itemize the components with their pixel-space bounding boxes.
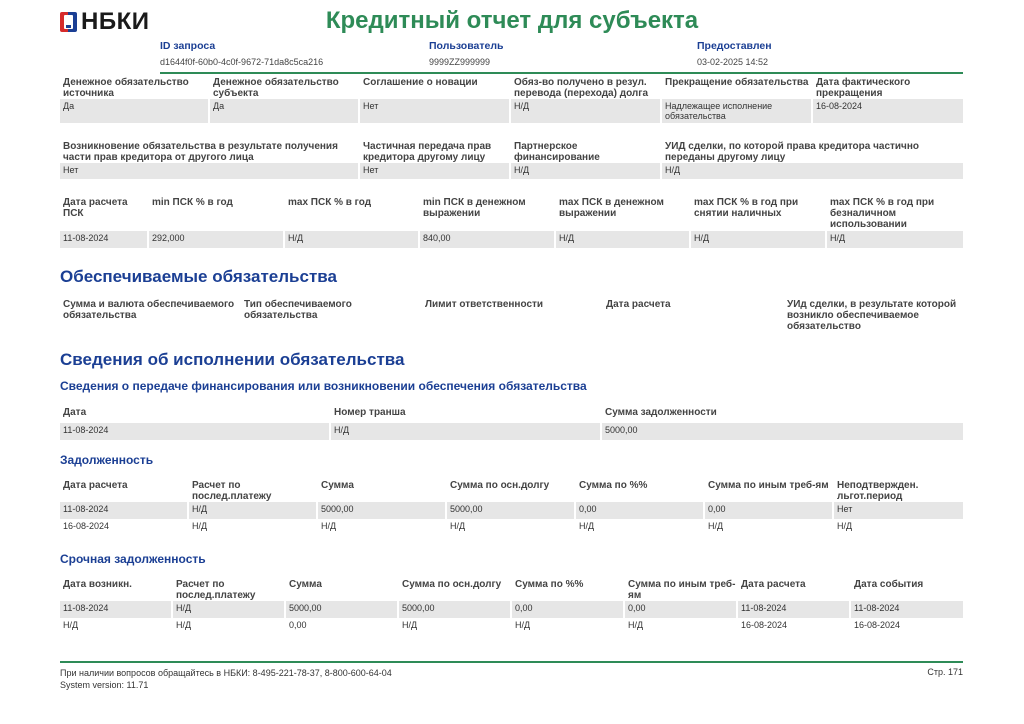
table-cell: Н/Д	[189, 502, 318, 519]
provided-value: 03-02-2025 14:52	[697, 57, 769, 67]
table-cell: Да	[210, 99, 360, 123]
user-value: 9999ZZ999999	[429, 57, 491, 67]
table-header-cell: Тип обеспечиваемого обязательства	[244, 299, 352, 321]
table-row	[60, 601, 963, 618]
table-header-cell: Дата расчета	[63, 480, 128, 491]
table-cell: Н/Д	[60, 618, 173, 635]
table-cell: Н/Д	[662, 163, 963, 179]
table-cell: 11-08-2024	[738, 601, 851, 618]
table-cell: 16-08-2024	[851, 618, 963, 635]
obligation-table-2	[60, 141, 963, 179]
table-cell: Нет	[360, 99, 511, 123]
table-header-cell: Расчет по послед.платежу	[176, 579, 256, 601]
table-cell: 0,00	[286, 618, 399, 635]
table-cell: Н/Д	[173, 601, 286, 618]
table-row	[60, 502, 963, 519]
table-header-cell: Возникновение обязательства в результате получения части прав кредитора от другого лица	[63, 141, 338, 163]
table-header-cell: Соглашение о новации	[363, 77, 478, 88]
table-cell: 0,00	[705, 502, 834, 519]
table-cell: 16-08-2024	[813, 99, 963, 123]
table-cell: 0,00	[512, 601, 625, 618]
table-cell: Н/Д	[318, 519, 447, 536]
table-cell: 11-08-2024	[851, 601, 963, 618]
table-header-cell: Сумма по %%	[579, 480, 648, 491]
table-cell: Н/Д	[691, 231, 827, 248]
table-header-cell: Дата расчета	[606, 299, 671, 310]
table-cell: 0,00	[625, 601, 738, 618]
nbki-logo-icon	[60, 12, 77, 32]
table-header-cell: Сумма по иным треб-ям	[708, 480, 829, 491]
page-title: Кредитный отчет для субъекта	[325, 7, 699, 34]
table-header-cell: Лимит ответственности	[425, 299, 544, 310]
table-cell: 11-08-2024	[60, 423, 331, 440]
meta-request-id	[160, 40, 323, 67]
table-header-cell: Денежное обязательство источника	[63, 77, 189, 99]
table-header-cell: Сумма по %%	[515, 579, 584, 590]
execution-section-title: Сведения об исполнении обязательства	[60, 350, 405, 369]
table-header-cell: max ПСК в денежном выражении	[559, 197, 664, 219]
table-cell: Н/Д	[834, 519, 963, 536]
table-cell: Нет	[60, 163, 360, 179]
table-header-cell: Дата расчета	[741, 579, 806, 590]
table-cell: Н/Д	[625, 618, 738, 635]
table-row	[60, 618, 963, 635]
table-cell: 11-08-2024	[60, 601, 173, 618]
table-row	[60, 519, 963, 536]
table-row	[60, 163, 963, 179]
table-row	[60, 99, 963, 123]
table-header-cell: max ПСК % в год при безналичном использовании	[830, 197, 935, 230]
table-cell: 5000,00	[447, 502, 576, 519]
table-cell: 5000,00	[318, 502, 447, 519]
table-cell: 16-08-2024	[60, 519, 189, 536]
table-cell: Н/Д	[447, 519, 576, 536]
table-row	[60, 423, 963, 440]
table-cell: Нет	[360, 163, 511, 179]
table-header-cell: Прекращение обязательства	[665, 77, 809, 88]
table-cell: Н/Д	[511, 99, 662, 123]
table-cell: 5000,00	[602, 423, 963, 440]
table-header-cell: Дата	[63, 407, 87, 418]
table-header-cell: Сумма по иным треб-ям	[628, 579, 736, 601]
table-header-cell: Дата возникн.	[63, 579, 132, 590]
secured-section-title: Обеспечиваемые обязательства	[60, 267, 337, 286]
meta-divider	[160, 72, 963, 74]
table-header-cell: Обяз-во получено в резул. перевода (перехода) долга	[514, 77, 649, 99]
footer-version: System version: 11.71	[60, 680, 149, 690]
logo	[60, 9, 149, 35]
table-cell: Н/Д	[512, 618, 625, 635]
footer-divider	[60, 661, 963, 663]
table-cell: 0,00	[576, 502, 705, 519]
table-header-cell: Дата расчета ПСК	[63, 197, 128, 219]
table-header-cell: Сумма и валюта обеспечиваемого обязательства	[63, 299, 235, 321]
meta-user	[429, 40, 503, 67]
request-id-label: ID запроса	[160, 40, 216, 52]
provided-label: Предоставлен	[697, 40, 772, 52]
table-row	[60, 231, 963, 248]
table-header-cell: Сумма по осн.долгу	[450, 480, 550, 491]
request-id-value: d1644f0f-60b0-4c0f-9672-71da8c5ca216	[160, 57, 324, 67]
user-label: Пользователь	[429, 40, 504, 52]
page-number: Стр. 171	[927, 667, 963, 677]
table-header-cell: УИд сделки, в результате которой возникло обеспечиваемое обязательство	[787, 299, 957, 332]
table-cell: Н/Д	[285, 231, 420, 248]
table-header-cell: min ПСК в денежном выражении	[423, 197, 526, 219]
meta-provided	[697, 40, 772, 67]
table-cell: Н/Д	[705, 519, 834, 536]
table-cell: 5000,00	[399, 601, 512, 618]
table-cell: 840,00	[420, 231, 556, 248]
transfer-subtitle: Сведения о передаче финансирования или возникновении обеспечения обязательства	[60, 379, 587, 393]
table-cell: Н/Д	[331, 423, 602, 440]
footer-info	[60, 667, 392, 691]
table-header-cell: Дата события	[854, 579, 924, 590]
table-cell: Надлежащее исполнение обязательства	[662, 99, 813, 123]
table-cell: Н/Д	[173, 618, 286, 635]
table-header-cell: Сумма задолженности	[605, 407, 717, 418]
footer-contact: При наличии вопросов обращайтесь в НБКИ: 8-495-221-78-37, 8-800-600-64-04	[60, 668, 392, 678]
logo-text: НБКИ	[81, 8, 150, 35]
table-header-cell: max ПСК % в год	[288, 197, 372, 208]
urgent-debt-table	[60, 579, 963, 635]
table-cell: 5000,00	[286, 601, 399, 618]
table-cell: Н/Д	[576, 519, 705, 536]
urgent-debt-subtitle: Срочная задолженность	[60, 552, 206, 566]
table-cell: 16-08-2024	[738, 618, 851, 635]
transfer-table	[60, 407, 963, 440]
table-header-cell: min ПСК % в год	[152, 197, 233, 208]
table-header-cell: max ПСК % в год при снятии наличных	[694, 197, 799, 219]
table-cell: Н/Д	[511, 163, 662, 179]
table-header-cell: Сумма	[289, 579, 322, 590]
table-header-cell: Сумма	[321, 480, 354, 491]
table-cell: 292,000	[149, 231, 285, 248]
table-header-cell: Частичная передача прав кредитора другому лицу	[363, 141, 492, 163]
table-header-cell: Номер транша	[334, 407, 406, 418]
debt-subtitle: Задолженность	[60, 453, 154, 467]
table-cell: Нет	[834, 502, 963, 519]
secured-table	[60, 299, 963, 333]
table-header-cell: УИД сделки, по которой права кредитора частично переданы другому лицу	[665, 141, 920, 163]
table-header-cell: Партнерское финансирование	[514, 141, 600, 163]
table-header-cell: Расчет по послед.платежу	[192, 480, 272, 502]
obligation-table-1	[60, 77, 963, 123]
table-header-cell: Сумма по осн.долгу	[402, 579, 502, 590]
table-cell: 11-08-2024	[60, 231, 149, 248]
psk-table	[60, 197, 963, 248]
table-cell: Да	[60, 99, 210, 123]
table-cell: Н/Д	[556, 231, 691, 248]
table-header-cell: Денежное обязательство субъекта	[213, 77, 339, 99]
table-cell: Н/Д	[399, 618, 512, 635]
table-cell: 11-08-2024	[60, 502, 189, 519]
table-cell: Н/Д	[189, 519, 318, 536]
table-header-cell: Неподтвержден. льгот.период	[837, 480, 919, 502]
table-cell: Н/Д	[827, 231, 963, 248]
debt-table	[60, 480, 963, 536]
table-header-cell: Дата фактического прекращения	[816, 77, 911, 99]
